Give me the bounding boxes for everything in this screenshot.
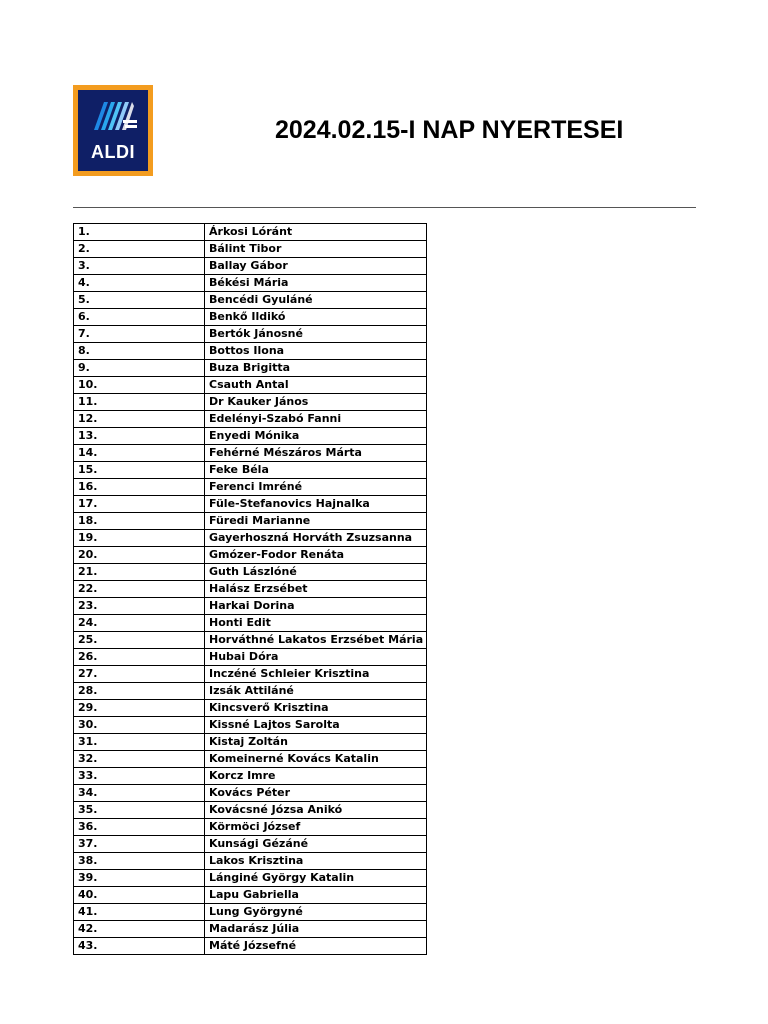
winner-name: Lung Györgyné [205,904,427,921]
table-row [74,887,427,904]
row-number: 28. [74,683,205,700]
table-row [74,785,427,802]
row-number: 43. [74,938,205,955]
table-row [74,360,427,377]
table-row [74,496,427,513]
table-row [74,683,427,700]
table-row [74,377,427,394]
row-number: 34. [74,785,205,802]
winner-name: Edelényi-Szabó Fanni [205,411,427,428]
row-number: 12. [74,411,205,428]
row-number: 25. [74,632,205,649]
table-row [74,343,427,360]
winners-table-body [74,224,427,955]
table-row [74,819,427,836]
table-row [74,428,427,445]
aldi-logo-text: ALDI [91,142,135,162]
table-row [74,649,427,666]
winner-name: Honti Edit [205,615,427,632]
row-number: 29. [74,700,205,717]
winner-name: Guth Lászlóné [205,564,427,581]
row-number: 5. [74,292,205,309]
row-number: 30. [74,717,205,734]
winner-name: Fehérné Mészáros Márta [205,445,427,462]
row-number: 36. [74,819,205,836]
row-number: 32. [74,751,205,768]
row-number: 15. [74,462,205,479]
winner-name: Békési Mária [205,275,427,292]
table-row [74,751,427,768]
table-row [74,921,427,938]
winner-name: Gmózer-Fodor Renáta [205,547,427,564]
winner-name: Kissné Lajtos Sarolta [205,717,427,734]
aldi-logo-inner [78,90,148,171]
row-number: 42. [74,921,205,938]
row-number: 18. [74,513,205,530]
table-row [74,564,427,581]
row-number: 8. [74,343,205,360]
table-row [74,309,427,326]
table-row [74,700,427,717]
row-number: 1. [74,224,205,241]
winner-name: Kistaj Zoltán [205,734,427,751]
table-row [74,326,427,343]
table-row [74,870,427,887]
row-number: 19. [74,530,205,547]
row-number: 7. [74,326,205,343]
row-number: 14. [74,445,205,462]
winner-name: Izsák Attiláné [205,683,427,700]
winner-name: Dr Kauker János [205,394,427,411]
row-number: 37. [74,836,205,853]
winner-name: Bálint Tibor [205,241,427,258]
winner-name: Enyedi Mónika [205,428,427,445]
row-number: 27. [74,666,205,683]
aldi-logo [73,85,153,176]
row-number: 10. [74,377,205,394]
table-row [74,224,427,241]
winner-name: Csauth Antal [205,377,427,394]
table-row [74,734,427,751]
row-number: 24. [74,615,205,632]
row-number: 31. [74,734,205,751]
row-number: 9. [74,360,205,377]
row-number: 16. [74,479,205,496]
row-number: 22. [74,581,205,598]
row-number: 35. [74,802,205,819]
winner-name: Hubai Dóra [205,649,427,666]
row-number: 40. [74,887,205,904]
table-row [74,411,427,428]
winner-name: Bertók Jánosné [205,326,427,343]
winner-name: Lapu Gabriella [205,887,427,904]
winner-name: Füredi Marianne [205,513,427,530]
table-row [74,241,427,258]
table-row [74,632,427,649]
table-row [74,258,427,275]
winner-name: Lakos Krisztina [205,853,427,870]
winner-name: Ferenci Imréné [205,479,427,496]
winner-name: Madarász Júlia [205,921,427,938]
table-row [74,445,427,462]
row-number: 23. [74,598,205,615]
table-row [74,853,427,870]
table-row [74,462,427,479]
row-number: 13. [74,428,205,445]
row-number: 21. [74,564,205,581]
winner-name: Árkosi Lóránt [205,224,427,241]
winner-name: Ballay Gábor [205,258,427,275]
winner-name: Máté Józsefné [205,938,427,955]
table-row [74,598,427,615]
row-number: 38. [74,853,205,870]
row-number: 41. [74,904,205,921]
winner-name: Buza Brigitta [205,360,427,377]
winner-name: Füle-Stefanovics Hajnalka [205,496,427,513]
table-row [74,836,427,853]
winner-name: Feke Béla [205,462,427,479]
table-row [74,768,427,785]
table-row [74,275,427,292]
winner-name: Bencédi Gyuláné [205,292,427,309]
winner-name: Inczéné Schleier Krisztina [205,666,427,683]
winner-name: Horváthné Lakatos Erzsébet Mária [205,632,427,649]
winner-name: Bottos Ilona [205,343,427,360]
row-number: 17. [74,496,205,513]
winner-name: Körmöci József [205,819,427,836]
table-row [74,581,427,598]
winner-name: Kovács Péter [205,785,427,802]
table-row [74,292,427,309]
table-row [74,513,427,530]
row-number: 20. [74,547,205,564]
winner-name: Kunsági Gézáné [205,836,427,853]
winner-name: Harkai Dorina [205,598,427,615]
winner-name: Kovácsné Józsa Anikó [205,802,427,819]
winner-name: Benkő Ildikó [205,309,427,326]
winner-name: Halász Erzsébet [205,581,427,598]
winner-name: Lánginé György Katalin [205,870,427,887]
table-row [74,547,427,564]
table-row [74,904,427,921]
row-number: 2. [74,241,205,258]
winner-name: Korcz Imre [205,768,427,785]
winner-name: Gayerhoszná Horváth Zsuzsanna [205,530,427,547]
table-row [74,615,427,632]
row-number: 11. [74,394,205,411]
table-row [74,394,427,411]
table-row [74,717,427,734]
row-number: 33. [74,768,205,785]
winner-name: Komeinerné Kovács Katalin [205,751,427,768]
header-divider [73,207,696,208]
row-number: 3. [74,258,205,275]
row-number: 26. [74,649,205,666]
winner-name: Kincsverő Krisztina [205,700,427,717]
table-row [74,530,427,547]
page-title: 2024.02.15-I NAP NYERTESEI [275,116,624,144]
row-number: 6. [74,309,205,326]
table-row [74,479,427,496]
row-number: 4. [74,275,205,292]
row-number: 39. [74,870,205,887]
table-row [74,802,427,819]
winners-table [73,223,427,955]
table-row [74,938,427,955]
table-row [74,666,427,683]
